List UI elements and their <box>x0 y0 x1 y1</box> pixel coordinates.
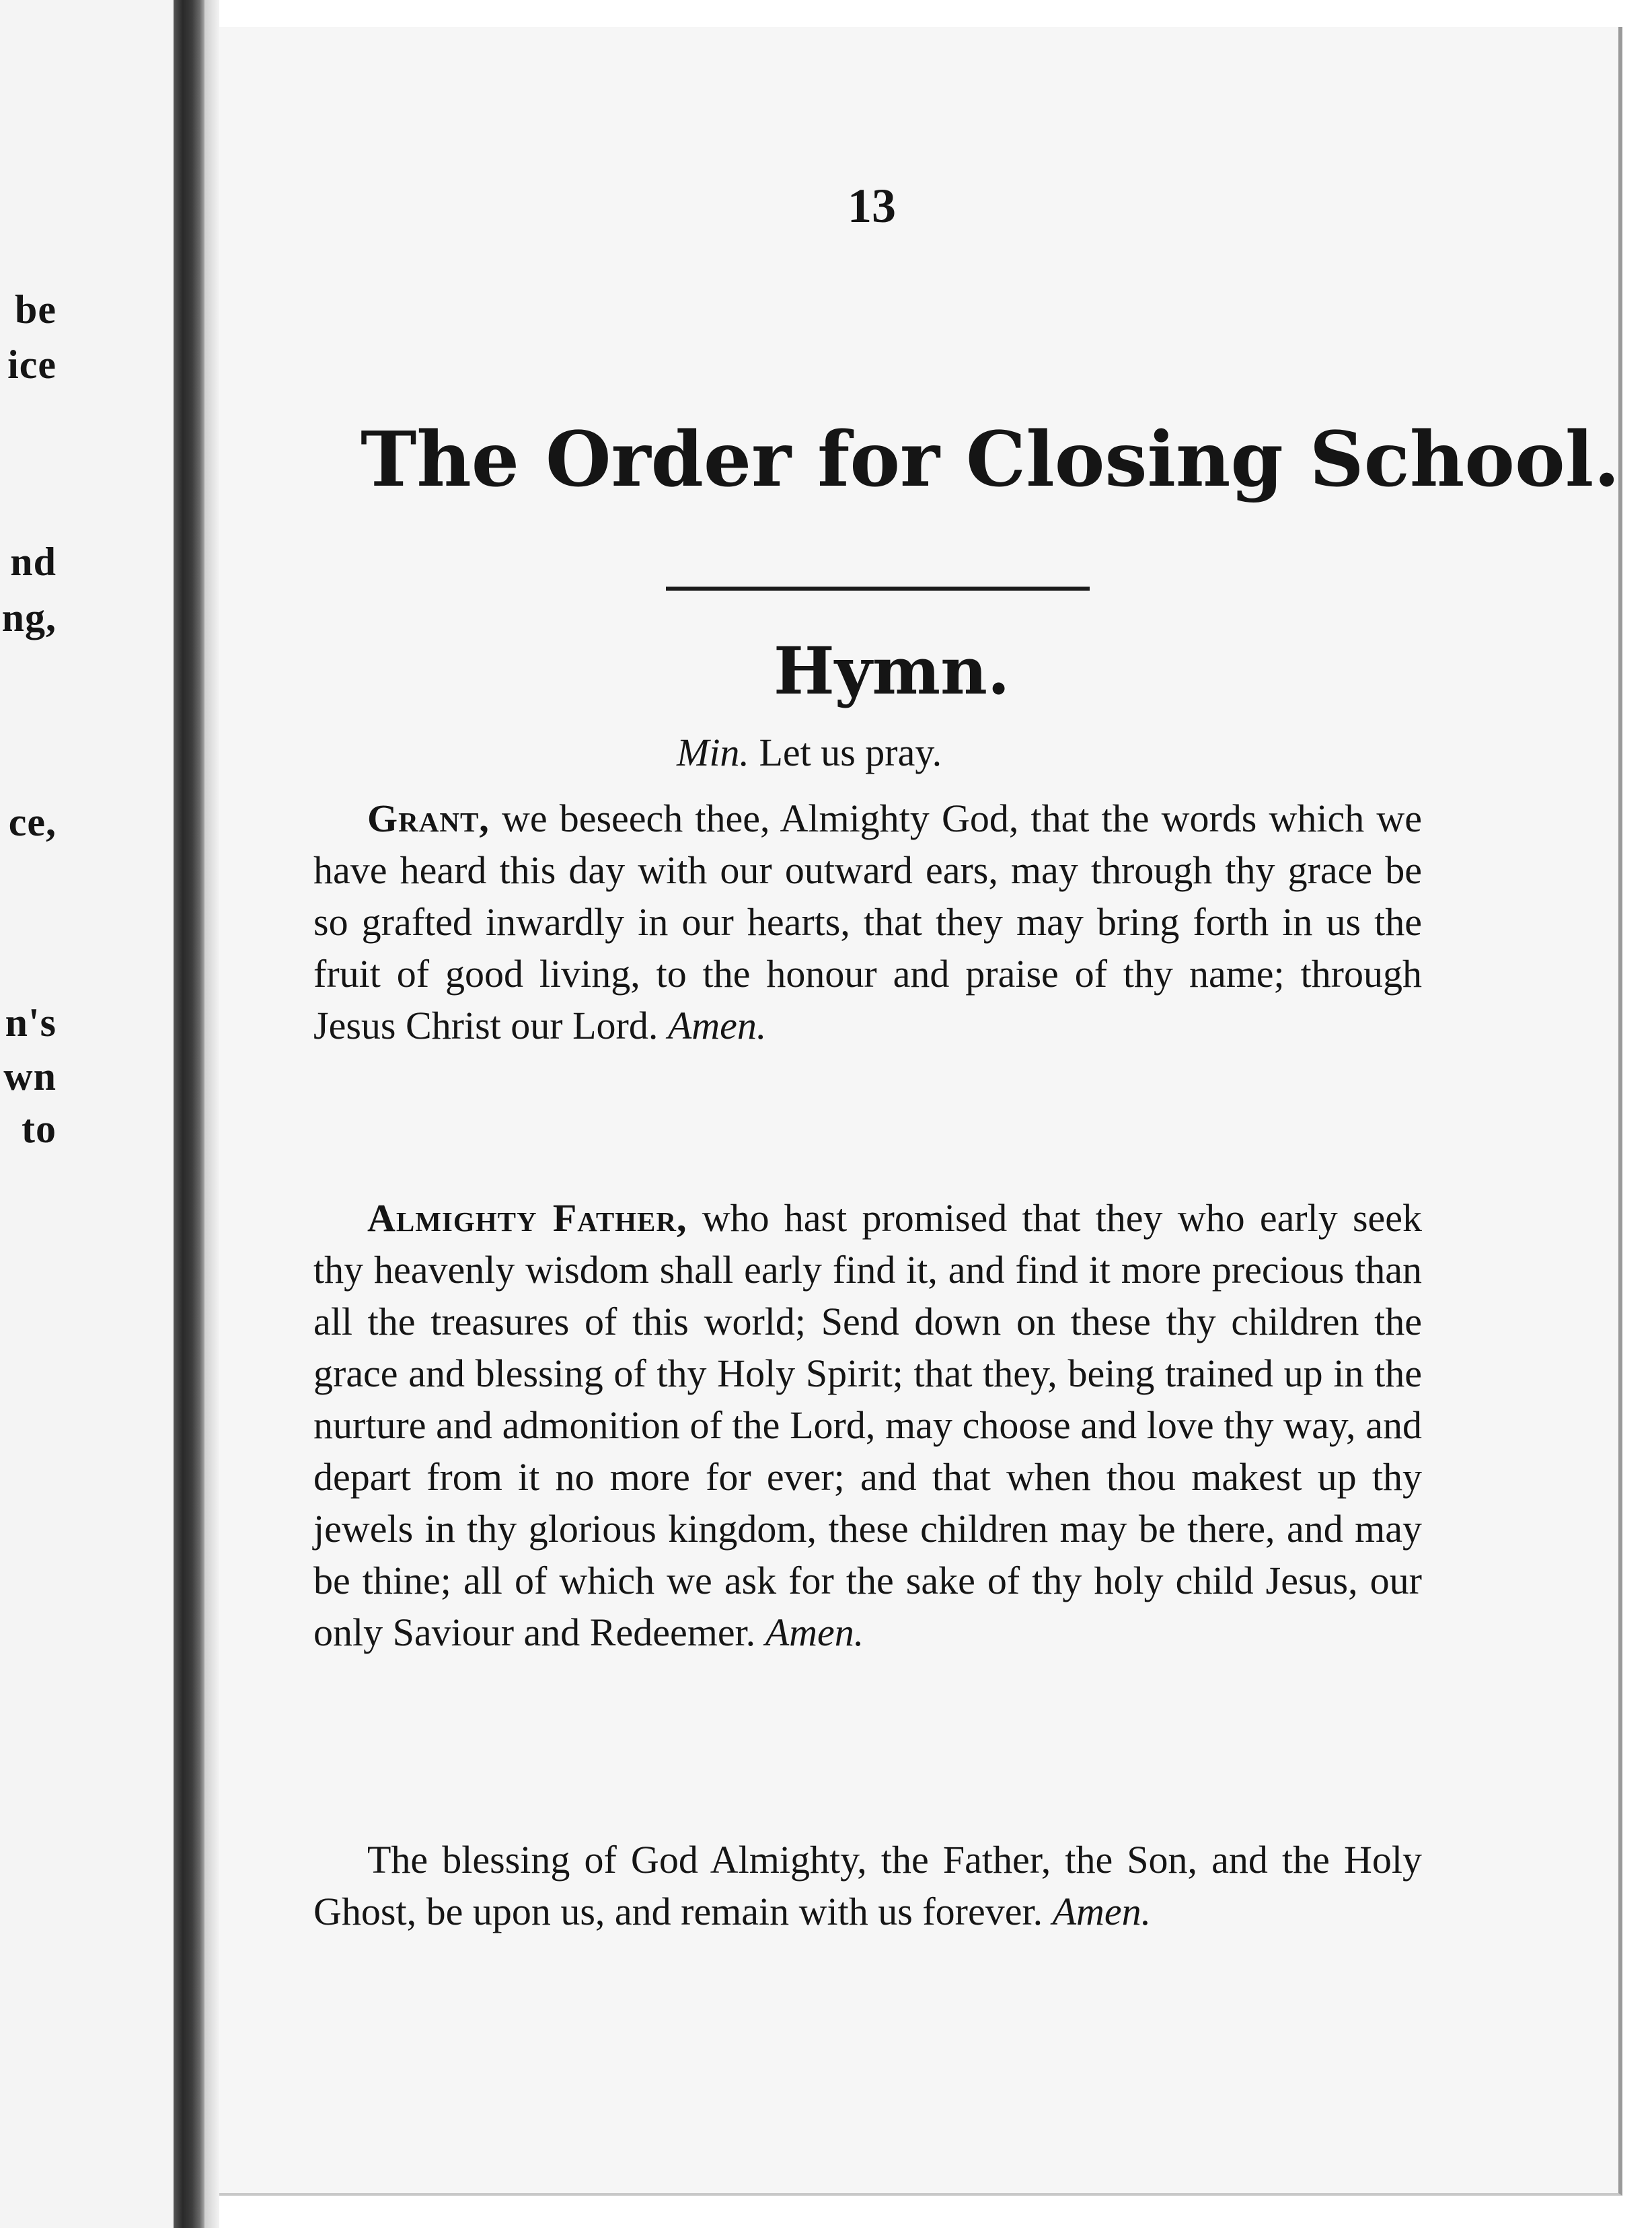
previous-page-fragment: ng, <box>1 595 57 640</box>
prayer-paragraph <box>313 1192 1422 1658</box>
gutter-shadow <box>204 0 219 2228</box>
previous-page-fragment: wn <box>3 1054 57 1099</box>
page-number: 13 <box>848 179 896 233</box>
prayer-amen: Amen. <box>765 1610 864 1654</box>
previous-page-fragment: be <box>15 287 57 332</box>
previous-page-fragment: ice <box>7 342 57 387</box>
prayer-lead: Almighty Father, <box>367 1196 687 1240</box>
previous-page-fragment: n's <box>5 1000 57 1045</box>
prayer-text: who hast promised that they who early seek thy heavenly wisdom shall early find it, and find it more precious than all the treasures of this world; Send down on these thy children the grace and blessing of thy Holy Spirit; that they, being trained up in the nurture and admonition of the Lord, may choose and love thy way, and depart from it no more for ever; and that when thou makest up thy jewels in thy glorious kingdom, these children may be there, and may be thine; all of which we ask for the sake of thy holy child Jesus, our only Saviour and Redeemer. <box>313 1196 1422 1654</box>
prayer-text: we beseech thee, Almighty God, that the words which we have heard this day with our outward ears, may through thy grace be so grafted inwardly in our hearts, that they may bring forth in us the fruit of good living, to the honour and praise of thy name; through Jesus Christ our Lord. <box>313 796 1423 1047</box>
previous-page-fragment: ce, <box>8 800 57 844</box>
minister-line <box>677 733 942 772</box>
book-gutter <box>174 0 204 2228</box>
prayer-paragraph <box>313 792 1422 1051</box>
page-title: The Order for Closing School. <box>361 416 1620 504</box>
section-heading: Hymn. <box>774 633 1010 709</box>
blessing-paragraph <box>313 1834 1422 1937</box>
prayer-amen: Amen. <box>667 1004 767 1047</box>
minister-speaker: Min. <box>677 731 749 774</box>
prayer-lead: Grant, <box>367 796 490 840</box>
prayer-amen: Amen. <box>1052 1890 1152 1933</box>
previous-page-fragment: nd <box>10 540 57 584</box>
prayer-text: The blessing of God Almighty, the Father, the Son, and the Holy Ghost, be upon us, and remain with us forever. <box>313 1838 1422 1933</box>
previous-page-edge <box>0 0 176 2228</box>
title-divider <box>666 587 1090 591</box>
minister-text: Let us pray. <box>759 731 942 774</box>
previous-page-fragment: to <box>22 1107 57 1151</box>
